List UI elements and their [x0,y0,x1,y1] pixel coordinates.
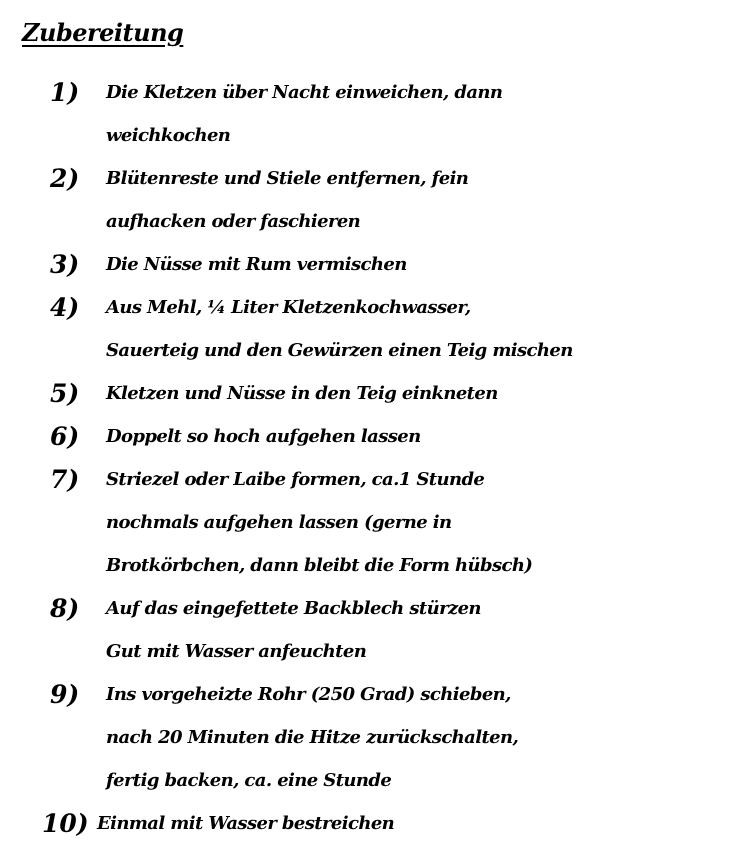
step-item [0,673,740,802]
step-text-line: Kletzen und Nüsse in den Teig einkneten [106,383,498,404]
step-text-line: Auf das eingefettete Backblech stürzen [106,598,481,619]
step-item [0,415,740,458]
step-item [0,286,740,372]
step-number: 10) [42,809,89,838]
step-number: 4) [50,293,80,322]
preparation-steps-list [0,71,740,845]
step-number: 3) [50,250,80,279]
step-text-line: Die Nüsse mit Rum vermischen [106,254,407,275]
step-number: 1) [50,78,80,107]
step-number: 6) [50,422,80,451]
step-text-line: Blütenreste und Stiele entfernen, fein [106,168,469,189]
step-text-line: Einmal mit Wasser bestreichen [97,813,395,834]
step-text-line: nochmals aufgehen lassen (gerne in [106,512,452,533]
step-number: 5) [50,379,80,408]
step-text-line: fertig backen, ca. eine Stunde [106,770,392,791]
step-number: 7) [50,465,80,494]
step-number: 9) [50,680,80,709]
step-item [0,372,740,415]
step-item [0,157,740,243]
step-text-line: aufhacken oder faschieren [106,211,361,232]
step-text-line: Sauerteig und den Gewürzen einen Teig mischen [106,340,573,361]
step-text-line: Gut mit Wasser anfeuchten [106,641,367,662]
step-item [0,243,740,286]
step-number: 8) [50,594,80,623]
step-text-line: Brotkörbchen, dann bleibt die Form hübsch) [106,555,533,576]
step-text-line: Doppelt so hoch aufgehen lassen [106,426,421,447]
step-text-line: Ins vorgeheizte Rohr (250 Grad) schieben, [106,684,511,705]
section-heading: Zubereitung [22,18,184,47]
step-text-line: weichkochen [106,125,231,146]
step-number: 2) [50,164,80,193]
step-item [0,71,740,157]
step-item [0,587,740,673]
step-text-line: nach 20 Minuten die Hitze zurückschalten, [106,727,519,748]
step-text-line: Striezel oder Laibe formen, ca.1 Stunde [106,469,485,490]
step-text-line: Aus Mehl, ¼ Liter Kletzenkochwasser, [106,297,471,318]
step-item [0,458,740,587]
step-item [0,802,740,845]
step-text-line: Die Kletzen über Nacht einweichen, dann [106,82,503,103]
